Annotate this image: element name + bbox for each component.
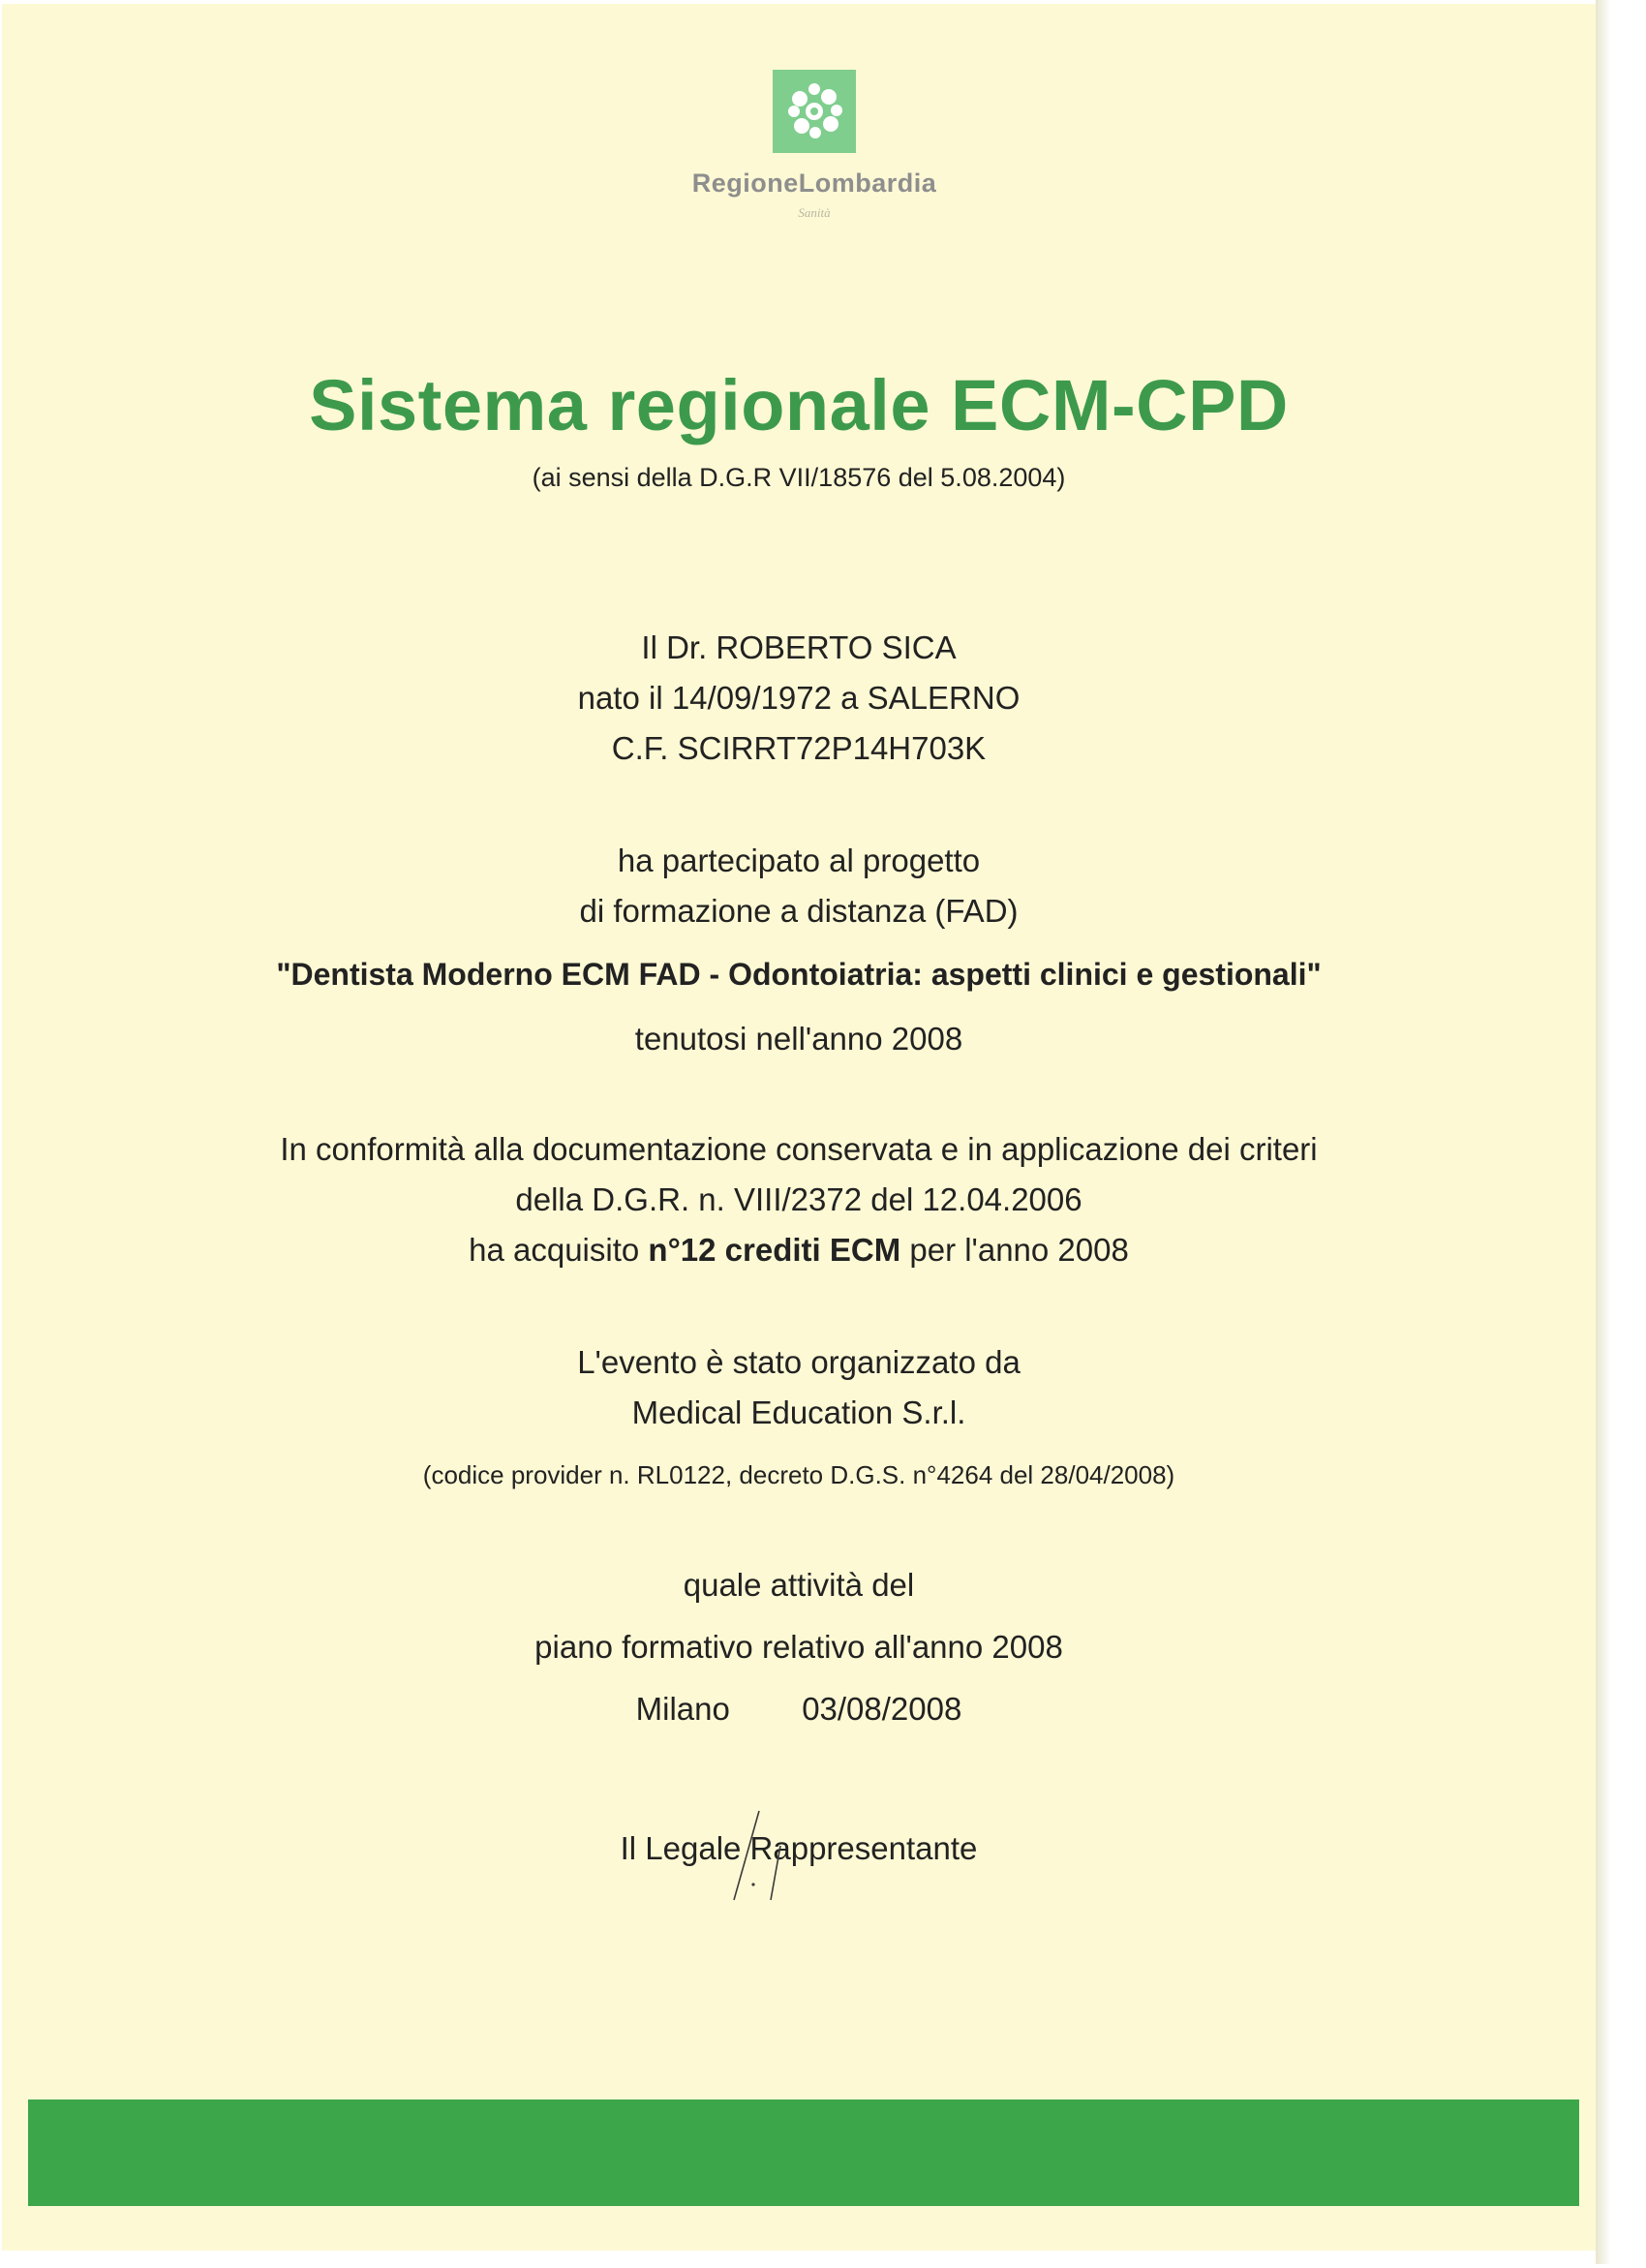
logo-text: RegioneLombardia <box>691 169 937 198</box>
certificate-title: Sistema regionale ECM-CPD <box>309 365 1289 445</box>
recipient-birth: nato il 14/09/1972 a SALERNO <box>577 680 1021 716</box>
recipient-name: Il Dr. ROBERTO SICA <box>641 629 957 665</box>
credits-line <box>2 1232 1596 1269</box>
provider-line: (codice provider n. RL0122, decreto D.G.S. n°4264 del 28/04/2008) <box>422 1460 1175 1489</box>
certificate-subtitle: (ai sensi della D.G.R VII/18576 del 5.08.2004) <box>532 463 1066 492</box>
credits-value: n°12 crediti ECM <box>648 1232 901 1268</box>
credits-prefix: ha acquisito <box>469 1232 640 1268</box>
conformity-line-2: della D.G.R. n. VIII/2372 del 12.04.2006 <box>515 1181 1082 1217</box>
place-date-line <box>2 1691 1596 1728</box>
signatory-label: Il Legale Rappresentante <box>620 1830 978 1866</box>
signature-mark <box>680 1803 815 1910</box>
rosa-camuna-logo-icon <box>773 70 856 153</box>
organizer-name: Medical Education S.r.l. <box>631 1395 966 1430</box>
date: 03/08/2008 <box>802 1691 962 1727</box>
logo-subtext: Sanità <box>798 205 831 220</box>
closing-line-2: piano formativo relativo all'anno 2008 <box>534 1629 1063 1665</box>
closing-line-1: quale attività del <box>683 1567 915 1603</box>
recipient-tax-code: C.F. SCIRRT72P14H703K <box>611 730 987 766</box>
scan-edge-shadow <box>1596 0 1611 2264</box>
credits-suffix: per l'anno 2008 <box>909 1232 1129 1268</box>
organizer-line-1: L'evento è stato organizzato da <box>577 1344 1021 1380</box>
footer-green-band <box>28 2099 1579 2206</box>
course-year: tenutosi nell'anno 2008 <box>634 1021 963 1057</box>
place: Milano <box>635 1691 730 1727</box>
participation-line-1: ha partecipato al progetto <box>617 843 981 878</box>
certificate-page <box>2 4 1596 2251</box>
course-title: "Dentista Moderno ECM FAD - Odontoiatria: aspetti clinici e gestionali" <box>276 957 1322 992</box>
participation-line-2: di formazione a distanza (FAD) <box>579 893 1019 929</box>
conformity-line-1: In conformità alla documentazione conservata e in applicazione dei criteri <box>280 1131 1318 1167</box>
